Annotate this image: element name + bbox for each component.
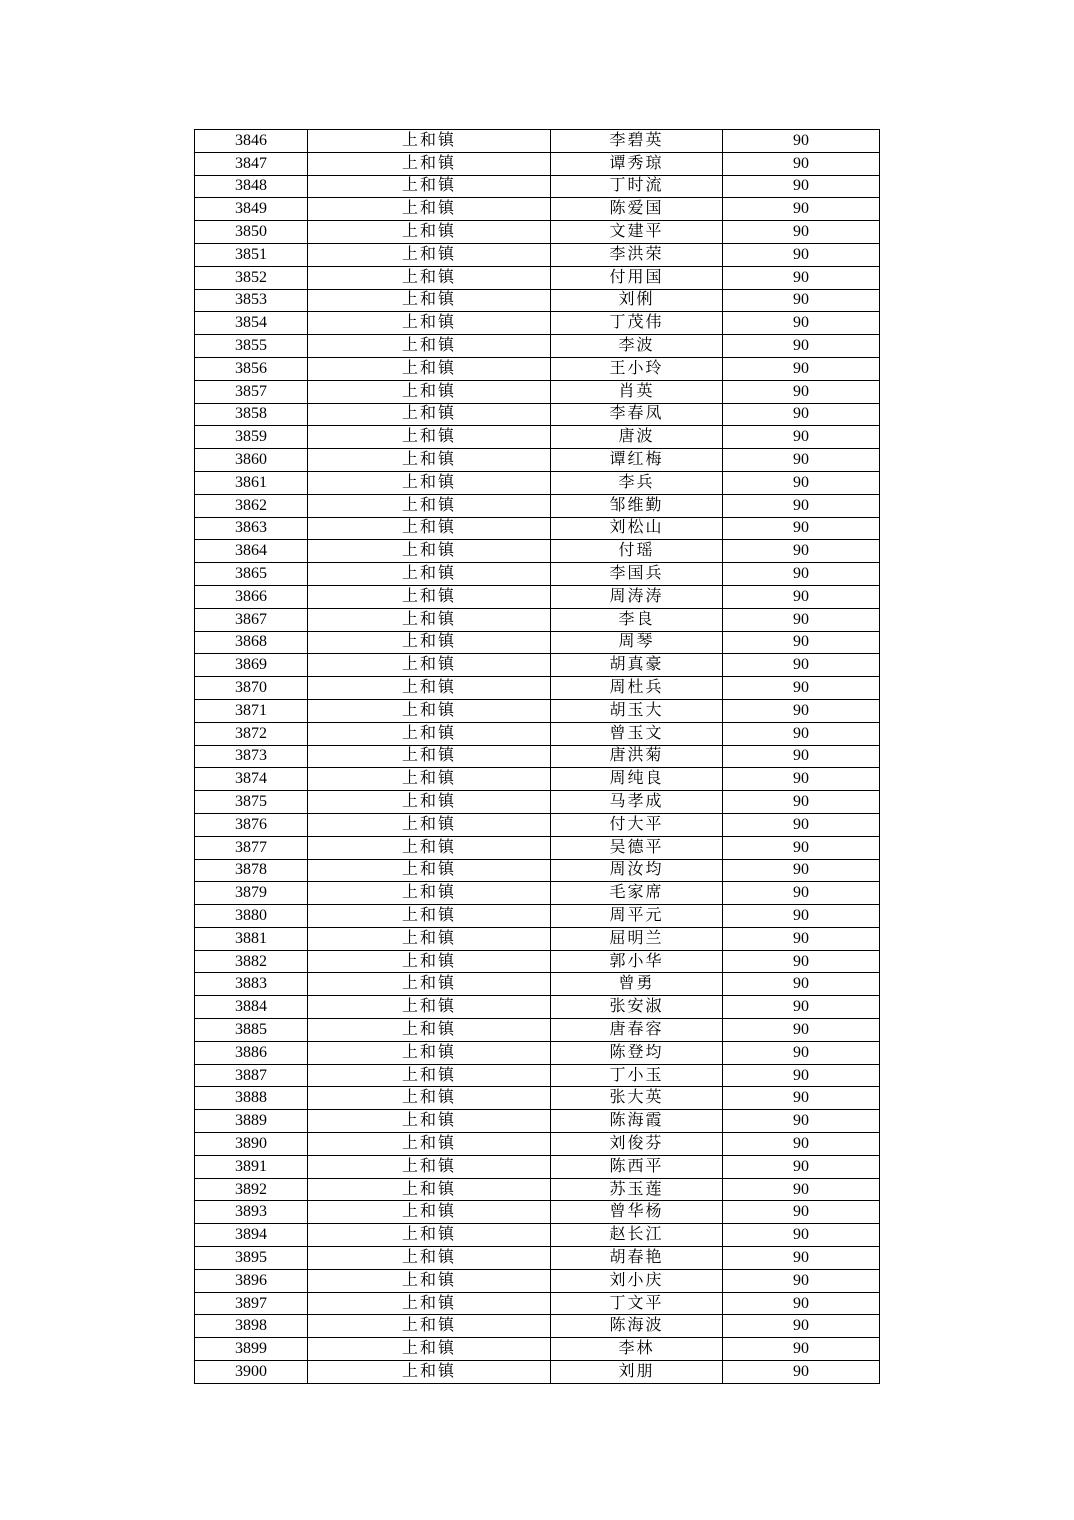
cell-number: 3885 bbox=[195, 1019, 308, 1042]
cell-number: 3872 bbox=[195, 722, 308, 745]
cell-amount: 90 bbox=[723, 198, 880, 221]
cell-town: 上和镇 bbox=[308, 494, 551, 517]
cell-person-name: 胡真豪 bbox=[551, 654, 723, 677]
cell-person-name: 刘俊芬 bbox=[551, 1133, 723, 1156]
cell-number: 3848 bbox=[195, 175, 308, 198]
cell-amount: 90 bbox=[723, 130, 880, 153]
cell-person-name: 李碧英 bbox=[551, 130, 723, 153]
table-row bbox=[195, 905, 880, 928]
cell-number: 3879 bbox=[195, 882, 308, 905]
cell-town: 上和镇 bbox=[308, 312, 551, 335]
cell-town: 上和镇 bbox=[308, 950, 551, 973]
table-row bbox=[195, 1019, 880, 1042]
cell-number: 3871 bbox=[195, 699, 308, 722]
cell-number: 3870 bbox=[195, 677, 308, 700]
cell-person-name: 刘小庆 bbox=[551, 1269, 723, 1292]
cell-town: 上和镇 bbox=[308, 722, 551, 745]
cell-amount: 90 bbox=[723, 677, 880, 700]
cell-person-name: 苏玉莲 bbox=[551, 1178, 723, 1201]
cell-amount: 90 bbox=[723, 882, 880, 905]
cell-number: 3853 bbox=[195, 289, 308, 312]
cell-person-name: 谭秀琼 bbox=[551, 152, 723, 175]
cell-amount: 90 bbox=[723, 540, 880, 563]
cell-town: 上和镇 bbox=[308, 1361, 551, 1384]
cell-number: 3867 bbox=[195, 608, 308, 631]
table-row bbox=[195, 1247, 880, 1270]
cell-person-name: 李良 bbox=[551, 608, 723, 631]
cell-town: 上和镇 bbox=[308, 699, 551, 722]
cell-person-name: 吴德平 bbox=[551, 836, 723, 859]
cell-person-name: 谭红梅 bbox=[551, 449, 723, 472]
cell-number: 3850 bbox=[195, 221, 308, 244]
cell-number: 3874 bbox=[195, 768, 308, 791]
cell-number: 3858 bbox=[195, 403, 308, 426]
cell-person-name: 周涛涛 bbox=[551, 585, 723, 608]
cell-person-name: 毛家席 bbox=[551, 882, 723, 905]
cell-number: 3869 bbox=[195, 654, 308, 677]
cell-number: 3889 bbox=[195, 1110, 308, 1133]
cell-town: 上和镇 bbox=[308, 1201, 551, 1224]
cell-number: 3883 bbox=[195, 973, 308, 996]
table-row bbox=[195, 1361, 880, 1384]
table-row bbox=[195, 494, 880, 517]
cell-number: 3873 bbox=[195, 745, 308, 768]
cell-town: 上和镇 bbox=[308, 289, 551, 312]
cell-amount: 90 bbox=[723, 563, 880, 586]
table-row bbox=[195, 243, 880, 266]
cell-number: 3857 bbox=[195, 380, 308, 403]
cell-person-name: 周汝均 bbox=[551, 859, 723, 882]
cell-amount: 90 bbox=[723, 1133, 880, 1156]
cell-town: 上和镇 bbox=[308, 973, 551, 996]
cell-number: 3897 bbox=[195, 1292, 308, 1315]
cell-amount: 90 bbox=[723, 517, 880, 540]
cell-town: 上和镇 bbox=[308, 1224, 551, 1247]
cell-person-name: 陈海霞 bbox=[551, 1110, 723, 1133]
cell-town: 上和镇 bbox=[308, 882, 551, 905]
cell-person-name: 付瑶 bbox=[551, 540, 723, 563]
table-row bbox=[195, 1201, 880, 1224]
cell-town: 上和镇 bbox=[308, 1155, 551, 1178]
table-row bbox=[195, 836, 880, 859]
cell-town: 上和镇 bbox=[308, 198, 551, 221]
cell-person-name: 周杜兵 bbox=[551, 677, 723, 700]
cell-amount: 90 bbox=[723, 950, 880, 973]
cell-number: 3860 bbox=[195, 449, 308, 472]
cell-number: 3852 bbox=[195, 266, 308, 289]
cell-amount: 90 bbox=[723, 1361, 880, 1384]
table-row bbox=[195, 1133, 880, 1156]
cell-amount: 90 bbox=[723, 494, 880, 517]
table-row bbox=[195, 608, 880, 631]
cell-town: 上和镇 bbox=[308, 1269, 551, 1292]
cell-number: 3855 bbox=[195, 335, 308, 358]
cell-town: 上和镇 bbox=[308, 380, 551, 403]
cell-town: 上和镇 bbox=[308, 585, 551, 608]
cell-amount: 90 bbox=[723, 1269, 880, 1292]
cell-number: 3895 bbox=[195, 1247, 308, 1270]
cell-number: 3854 bbox=[195, 312, 308, 335]
cell-amount: 90 bbox=[723, 1110, 880, 1133]
cell-amount: 90 bbox=[723, 1292, 880, 1315]
cell-number: 3880 bbox=[195, 905, 308, 928]
cell-person-name: 唐波 bbox=[551, 426, 723, 449]
cell-number: 3890 bbox=[195, 1133, 308, 1156]
table-row bbox=[195, 813, 880, 836]
cell-town: 上和镇 bbox=[308, 905, 551, 928]
cell-person-name: 屈明兰 bbox=[551, 927, 723, 950]
cell-town: 上和镇 bbox=[308, 1315, 551, 1338]
cell-number: 3847 bbox=[195, 152, 308, 175]
table-row bbox=[195, 289, 880, 312]
cell-person-name: 周琴 bbox=[551, 631, 723, 654]
cell-person-name: 丁文平 bbox=[551, 1292, 723, 1315]
cell-amount: 90 bbox=[723, 631, 880, 654]
table-row bbox=[195, 563, 880, 586]
cell-amount: 90 bbox=[723, 312, 880, 335]
cell-town: 上和镇 bbox=[308, 335, 551, 358]
table-row bbox=[195, 540, 880, 563]
table-row bbox=[195, 677, 880, 700]
cell-person-name: 陈海波 bbox=[551, 1315, 723, 1338]
table-row bbox=[195, 791, 880, 814]
cell-person-name: 周平元 bbox=[551, 905, 723, 928]
cell-number: 3898 bbox=[195, 1315, 308, 1338]
cell-number: 3862 bbox=[195, 494, 308, 517]
table-row bbox=[195, 1269, 880, 1292]
cell-town: 上和镇 bbox=[308, 1041, 551, 1064]
table-row bbox=[195, 745, 880, 768]
cell-amount: 90 bbox=[723, 927, 880, 950]
table-row bbox=[195, 449, 880, 472]
cell-town: 上和镇 bbox=[308, 449, 551, 472]
cell-town: 上和镇 bbox=[308, 540, 551, 563]
cell-person-name: 李春凤 bbox=[551, 403, 723, 426]
table-row bbox=[195, 585, 880, 608]
table-row bbox=[195, 722, 880, 745]
cell-person-name: 文建平 bbox=[551, 221, 723, 244]
cell-person-name: 胡玉大 bbox=[551, 699, 723, 722]
cell-person-name: 马孝成 bbox=[551, 791, 723, 814]
table-row bbox=[195, 768, 880, 791]
cell-person-name: 陈西平 bbox=[551, 1155, 723, 1178]
table-row bbox=[195, 1178, 880, 1201]
cell-town: 上和镇 bbox=[308, 403, 551, 426]
cell-town: 上和镇 bbox=[308, 654, 551, 677]
cell-person-name: 丁小玉 bbox=[551, 1064, 723, 1087]
cell-amount: 90 bbox=[723, 905, 880, 928]
cell-number: 3863 bbox=[195, 517, 308, 540]
table-row bbox=[195, 517, 880, 540]
cell-number: 3896 bbox=[195, 1269, 308, 1292]
table-row bbox=[195, 1041, 880, 1064]
cell-person-name: 张大英 bbox=[551, 1087, 723, 1110]
cell-amount: 90 bbox=[723, 745, 880, 768]
cell-town: 上和镇 bbox=[308, 768, 551, 791]
cell-amount: 90 bbox=[723, 1087, 880, 1110]
cell-town: 上和镇 bbox=[308, 813, 551, 836]
cell-person-name: 李林 bbox=[551, 1338, 723, 1361]
table-row bbox=[195, 973, 880, 996]
cell-number: 3878 bbox=[195, 859, 308, 882]
cell-number: 3888 bbox=[195, 1087, 308, 1110]
table-row bbox=[195, 882, 880, 905]
cell-amount: 90 bbox=[723, 768, 880, 791]
cell-number: 3865 bbox=[195, 563, 308, 586]
cell-town: 上和镇 bbox=[308, 152, 551, 175]
cell-person-name: 唐春容 bbox=[551, 1019, 723, 1042]
cell-person-name: 肖英 bbox=[551, 380, 723, 403]
cell-amount: 90 bbox=[723, 1064, 880, 1087]
cell-town: 上和镇 bbox=[308, 608, 551, 631]
cell-amount: 90 bbox=[723, 289, 880, 312]
cell-number: 3877 bbox=[195, 836, 308, 859]
cell-person-name: 丁茂伟 bbox=[551, 312, 723, 335]
table-row bbox=[195, 130, 880, 153]
cell-person-name: 丁时流 bbox=[551, 175, 723, 198]
cell-town: 上和镇 bbox=[308, 1019, 551, 1042]
cell-town: 上和镇 bbox=[308, 266, 551, 289]
cell-amount: 90 bbox=[723, 1019, 880, 1042]
table-row bbox=[195, 927, 880, 950]
cell-town: 上和镇 bbox=[308, 130, 551, 153]
table-row bbox=[195, 1064, 880, 1087]
cell-person-name: 刘俐 bbox=[551, 289, 723, 312]
cell-number: 3881 bbox=[195, 927, 308, 950]
cell-amount: 90 bbox=[723, 722, 880, 745]
cell-amount: 90 bbox=[723, 221, 880, 244]
cell-town: 上和镇 bbox=[308, 1133, 551, 1156]
cell-amount: 90 bbox=[723, 654, 880, 677]
table-row bbox=[195, 380, 880, 403]
cell-number: 3856 bbox=[195, 357, 308, 380]
cell-town: 上和镇 bbox=[308, 927, 551, 950]
roster-table bbox=[194, 129, 880, 1384]
cell-person-name: 付用国 bbox=[551, 266, 723, 289]
cell-number: 3886 bbox=[195, 1041, 308, 1064]
cell-amount: 90 bbox=[723, 357, 880, 380]
cell-person-name: 胡春艳 bbox=[551, 1247, 723, 1270]
cell-number: 3876 bbox=[195, 813, 308, 836]
cell-amount: 90 bbox=[723, 380, 880, 403]
cell-person-name: 付大平 bbox=[551, 813, 723, 836]
cell-amount: 90 bbox=[723, 335, 880, 358]
cell-amount: 90 bbox=[723, 1201, 880, 1224]
cell-town: 上和镇 bbox=[308, 677, 551, 700]
cell-town: 上和镇 bbox=[308, 357, 551, 380]
cell-number: 3868 bbox=[195, 631, 308, 654]
cell-amount: 90 bbox=[723, 973, 880, 996]
cell-person-name: 刘朋 bbox=[551, 1361, 723, 1384]
cell-town: 上和镇 bbox=[308, 1178, 551, 1201]
cell-person-name: 张安淑 bbox=[551, 996, 723, 1019]
cell-number: 3882 bbox=[195, 950, 308, 973]
cell-amount: 90 bbox=[723, 152, 880, 175]
table-row bbox=[195, 403, 880, 426]
cell-person-name: 李国兵 bbox=[551, 563, 723, 586]
cell-town: 上和镇 bbox=[308, 1247, 551, 1270]
cell-town: 上和镇 bbox=[308, 1338, 551, 1361]
cell-person-name: 陈登均 bbox=[551, 1041, 723, 1064]
cell-amount: 90 bbox=[723, 996, 880, 1019]
cell-amount: 90 bbox=[723, 1315, 880, 1338]
cell-number: 3864 bbox=[195, 540, 308, 563]
cell-town: 上和镇 bbox=[308, 1110, 551, 1133]
table-row bbox=[195, 1224, 880, 1247]
table-row bbox=[195, 654, 880, 677]
cell-person-name: 刘松山 bbox=[551, 517, 723, 540]
cell-amount: 90 bbox=[723, 1155, 880, 1178]
cell-town: 上和镇 bbox=[308, 175, 551, 198]
cell-number: 3900 bbox=[195, 1361, 308, 1384]
cell-number: 3891 bbox=[195, 1155, 308, 1178]
cell-number: 3887 bbox=[195, 1064, 308, 1087]
cell-amount: 90 bbox=[723, 426, 880, 449]
cell-amount: 90 bbox=[723, 449, 880, 472]
table-row bbox=[195, 175, 880, 198]
table-row bbox=[195, 335, 880, 358]
table-row bbox=[195, 198, 880, 221]
table-row bbox=[195, 1315, 880, 1338]
cell-amount: 90 bbox=[723, 243, 880, 266]
cell-number: 3893 bbox=[195, 1201, 308, 1224]
cell-person-name: 李洪荣 bbox=[551, 243, 723, 266]
cell-person-name: 曾玉文 bbox=[551, 722, 723, 745]
cell-person-name: 赵长江 bbox=[551, 1224, 723, 1247]
cell-town: 上和镇 bbox=[308, 221, 551, 244]
cell-town: 上和镇 bbox=[308, 631, 551, 654]
cell-amount: 90 bbox=[723, 266, 880, 289]
cell-number: 3894 bbox=[195, 1224, 308, 1247]
table-row bbox=[195, 152, 880, 175]
table-row bbox=[195, 996, 880, 1019]
cell-person-name: 郭小华 bbox=[551, 950, 723, 973]
table-row bbox=[195, 221, 880, 244]
cell-person-name: 李波 bbox=[551, 335, 723, 358]
cell-person-name: 曾华杨 bbox=[551, 1201, 723, 1224]
cell-number: 3892 bbox=[195, 1178, 308, 1201]
cell-town: 上和镇 bbox=[308, 471, 551, 494]
cell-town: 上和镇 bbox=[308, 836, 551, 859]
table-row bbox=[195, 1110, 880, 1133]
cell-town: 上和镇 bbox=[308, 1064, 551, 1087]
cell-town: 上和镇 bbox=[308, 563, 551, 586]
cell-amount: 90 bbox=[723, 1224, 880, 1247]
table-row bbox=[195, 1087, 880, 1110]
cell-number: 3884 bbox=[195, 996, 308, 1019]
cell-amount: 90 bbox=[723, 175, 880, 198]
cell-town: 上和镇 bbox=[308, 791, 551, 814]
cell-number: 3846 bbox=[195, 130, 308, 153]
cell-person-name: 邹维勤 bbox=[551, 494, 723, 517]
table-row bbox=[195, 950, 880, 973]
table-row bbox=[195, 312, 880, 335]
cell-amount: 90 bbox=[723, 699, 880, 722]
cell-number: 3851 bbox=[195, 243, 308, 266]
cell-town: 上和镇 bbox=[308, 1292, 551, 1315]
cell-town: 上和镇 bbox=[308, 243, 551, 266]
cell-amount: 90 bbox=[723, 813, 880, 836]
table-row bbox=[195, 357, 880, 380]
cell-amount: 90 bbox=[723, 859, 880, 882]
cell-amount: 90 bbox=[723, 1338, 880, 1361]
table-row bbox=[195, 1292, 880, 1315]
cell-amount: 90 bbox=[723, 1178, 880, 1201]
cell-amount: 90 bbox=[723, 1041, 880, 1064]
table-row bbox=[195, 471, 880, 494]
cell-number: 3866 bbox=[195, 585, 308, 608]
cell-number: 3899 bbox=[195, 1338, 308, 1361]
table-row bbox=[195, 699, 880, 722]
cell-amount: 90 bbox=[723, 403, 880, 426]
cell-person-name: 陈爱国 bbox=[551, 198, 723, 221]
cell-town: 上和镇 bbox=[308, 1087, 551, 1110]
cell-person-name: 曾勇 bbox=[551, 973, 723, 996]
cell-person-name: 李兵 bbox=[551, 471, 723, 494]
cell-town: 上和镇 bbox=[308, 859, 551, 882]
cell-number: 3875 bbox=[195, 791, 308, 814]
cell-amount: 90 bbox=[723, 471, 880, 494]
cell-person-name: 唐洪菊 bbox=[551, 745, 723, 768]
cell-number: 3861 bbox=[195, 471, 308, 494]
cell-town: 上和镇 bbox=[308, 517, 551, 540]
cell-amount: 90 bbox=[723, 1247, 880, 1270]
table-row bbox=[195, 859, 880, 882]
table-row bbox=[195, 1338, 880, 1361]
cell-amount: 90 bbox=[723, 791, 880, 814]
table-row bbox=[195, 426, 880, 449]
table-row bbox=[195, 266, 880, 289]
cell-person-name: 周纯良 bbox=[551, 768, 723, 791]
cell-amount: 90 bbox=[723, 585, 880, 608]
cell-amount: 90 bbox=[723, 836, 880, 859]
cell-person-name: 王小玲 bbox=[551, 357, 723, 380]
cell-number: 3859 bbox=[195, 426, 308, 449]
cell-town: 上和镇 bbox=[308, 745, 551, 768]
roster-table-body bbox=[195, 130, 880, 1384]
cell-town: 上和镇 bbox=[308, 996, 551, 1019]
cell-number: 3849 bbox=[195, 198, 308, 221]
table-row bbox=[195, 1155, 880, 1178]
table-row bbox=[195, 631, 880, 654]
cell-town: 上和镇 bbox=[308, 426, 551, 449]
cell-amount: 90 bbox=[723, 608, 880, 631]
